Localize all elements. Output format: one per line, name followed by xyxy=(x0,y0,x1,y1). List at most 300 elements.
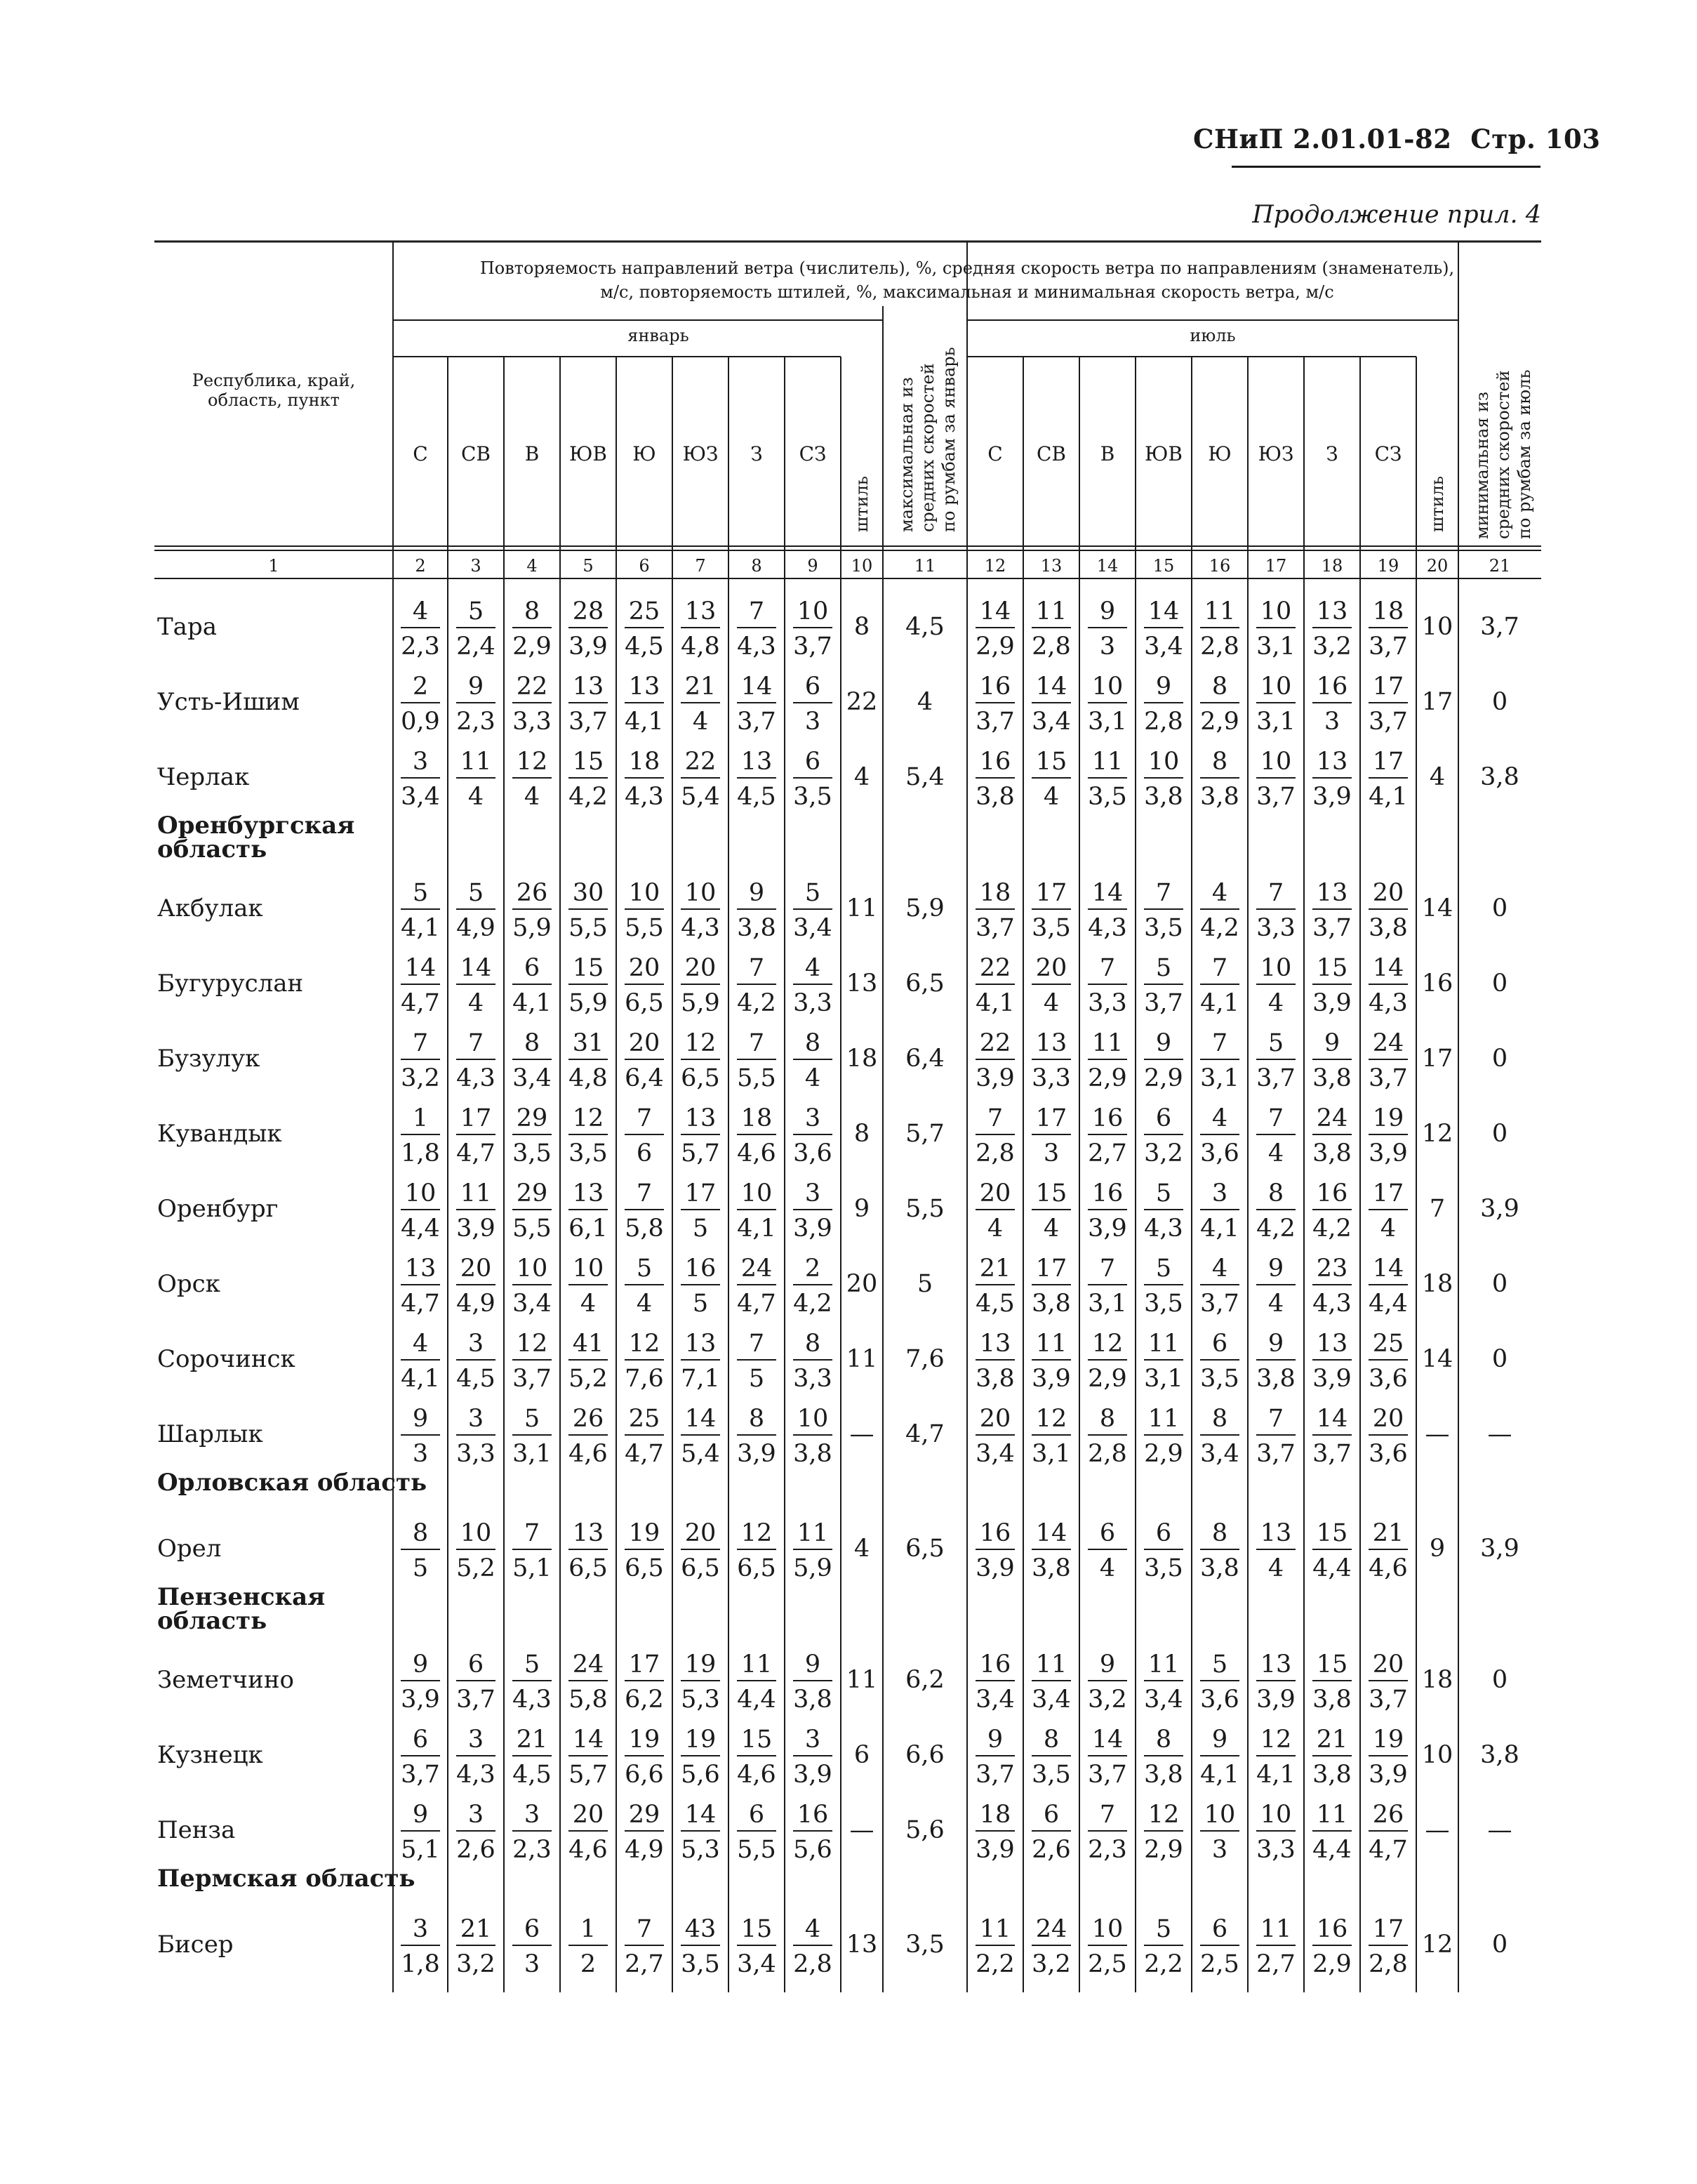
row-15-jul-7-denominator: 3,8 xyxy=(1312,1686,1352,1714)
row-19-jan-7-denominator: 3,4 xyxy=(737,1950,776,1978)
row-15-jan-calm: 11 xyxy=(846,1666,878,1694)
page-number: Стр. 103 xyxy=(1470,124,1601,154)
row-15-jan-7-numerator: 11 xyxy=(740,1650,773,1679)
row-7-jan-6-denominator: 5,7 xyxy=(681,1139,720,1167)
row-15-jan-6-numerator: 19 xyxy=(684,1650,717,1679)
row-7-jan-8-denominator: 3,6 xyxy=(793,1139,832,1167)
jan-max-label-line-1: максимальная из xyxy=(897,377,917,532)
row-11-jul-7-denominator: 3,7 xyxy=(1312,1440,1352,1468)
row-13-jan-7-numerator: 12 xyxy=(740,1519,773,1547)
row-2-jul-7-denominator: 3,9 xyxy=(1312,783,1352,811)
row-13-jan-3-denominator: 5,1 xyxy=(512,1554,552,1582)
doc-code: СНиП 2.01.01-82 xyxy=(1193,124,1452,154)
jan-dir-1: С xyxy=(413,442,428,465)
column-number-5: 5 xyxy=(583,556,594,576)
region-name-12-0: Орловская область xyxy=(157,1469,427,1497)
row-0-jul-5-numerator: 11 xyxy=(1204,597,1236,626)
row-9-jul-8-numerator: 14 xyxy=(1372,1255,1404,1283)
row-11-jul-min: — xyxy=(1487,1420,1512,1448)
row-2-jul-calm: 4 xyxy=(1429,763,1446,791)
row-11-jan-max: 4,7 xyxy=(905,1420,945,1448)
row-19-jan-5-denominator: 2,7 xyxy=(625,1950,664,1978)
row-16-jul-2-numerator: 8 xyxy=(1043,1726,1060,1754)
row-7-jan-2-numerator: 17 xyxy=(460,1104,492,1132)
row-16-jul-calm: 10 xyxy=(1421,1741,1453,1769)
row-0-jul-7-numerator: 13 xyxy=(1316,597,1348,626)
row-8-jul-1-denominator: 4 xyxy=(987,1215,1004,1243)
row-5-jul-1-denominator: 4,1 xyxy=(976,989,1015,1017)
january-label: январь xyxy=(627,326,689,345)
row-7-jan-8-numerator: 3 xyxy=(804,1104,821,1132)
row-13-jul-8-denominator: 4,6 xyxy=(1369,1554,1408,1582)
jan-dir-6: ЮЗ xyxy=(682,442,719,465)
row-1-jul-calm: 17 xyxy=(1421,688,1453,716)
row-2-jan-2-denominator: 4 xyxy=(467,783,484,811)
jul-min-label xyxy=(1472,369,1534,539)
row-7-jan-2-denominator: 4,7 xyxy=(456,1139,495,1167)
row-8-jul-7-numerator: 16 xyxy=(1316,1179,1348,1207)
row-19-jul-6-numerator: 11 xyxy=(1260,1915,1292,1943)
row-15-jul-8-denominator: 3,7 xyxy=(1369,1686,1408,1714)
row-9-jul-3-numerator: 7 xyxy=(1099,1255,1116,1283)
row-16-jan-2-denominator: 4,3 xyxy=(456,1761,495,1789)
row-8-jul-4-numerator: 5 xyxy=(1155,1179,1172,1207)
jul-min-label-line-3: по румбам за июль xyxy=(1515,369,1534,539)
row-17-jan-4-denominator: 4,6 xyxy=(568,1836,608,1864)
row-9-jan-6-numerator: 16 xyxy=(684,1255,717,1283)
row-5-jan-calm: 13 xyxy=(846,969,878,998)
row-4-jul-7-numerator: 13 xyxy=(1316,879,1348,907)
row-1-jul-2-numerator: 14 xyxy=(1035,673,1067,701)
row-2-jan-3-numerator: 12 xyxy=(516,748,548,776)
row-5-jul-6-denominator: 4 xyxy=(1267,989,1284,1017)
row-17-jan-2-numerator: 3 xyxy=(467,1801,484,1829)
row-0-jul-6-numerator: 10 xyxy=(1260,597,1292,626)
row-4-jul-1-numerator: 18 xyxy=(979,879,1011,907)
row-4-jan-7-numerator: 9 xyxy=(748,879,765,907)
row-0-jan-calm: 8 xyxy=(853,613,870,641)
row-13-jul-calm: 9 xyxy=(1429,1535,1446,1563)
row-0-jan-8-denominator: 3,7 xyxy=(793,633,832,661)
row-5-jan-2-denominator: 4 xyxy=(467,989,484,1017)
row-6-jan-5-numerator: 20 xyxy=(628,1029,660,1057)
station-name-7: Кувандык xyxy=(157,1120,282,1148)
row-4-jan-8-numerator: 5 xyxy=(804,879,821,907)
row-2-jan-calm: 4 xyxy=(853,763,870,791)
row-1-jan-6-denominator: 4 xyxy=(692,708,709,736)
row-10-jul-3-denominator: 2,9 xyxy=(1088,1365,1127,1393)
row-0-jan-7-denominator: 4,3 xyxy=(737,633,776,661)
jul-dir-5: Ю xyxy=(1208,442,1232,465)
row-8-jan-3-denominator: 5,5 xyxy=(512,1215,552,1243)
row-5-jan-3-numerator: 6 xyxy=(524,954,540,982)
row-16-jan-max: 6,6 xyxy=(905,1741,945,1769)
row-7-jan-1-denominator: 1,8 xyxy=(401,1139,440,1167)
row-11-jan-3-denominator: 3,1 xyxy=(512,1440,552,1468)
row-8-jul-8-numerator: 17 xyxy=(1372,1179,1404,1207)
row-10-jul-5-denominator: 3,5 xyxy=(1200,1365,1239,1393)
row-5-jan-8-denominator: 3,3 xyxy=(793,989,832,1017)
row-1-jul-min: 0 xyxy=(1491,688,1508,716)
row-1-jan-4-numerator: 13 xyxy=(572,673,604,701)
row-17-jan-7-numerator: 6 xyxy=(748,1801,765,1829)
row-16-jan-8-numerator: 3 xyxy=(804,1726,821,1754)
top-header-line-1: Повторяемость направлений ветра (числитель), %, средняя скорость ветра по направлениям (знаменатель), xyxy=(479,258,1455,278)
column-number-3: 3 xyxy=(470,556,481,576)
row-9-jul-7-denominator: 4,3 xyxy=(1312,1290,1352,1318)
row-4-jan-2-numerator: 5 xyxy=(467,879,484,907)
row-19-jul-7-numerator: 16 xyxy=(1316,1915,1348,1943)
row-2-jan-8-denominator: 3,5 xyxy=(793,783,832,811)
row-19-jul-4-denominator: 2,2 xyxy=(1144,1950,1183,1978)
station-name-9: Орск xyxy=(157,1270,220,1298)
row-15-jan-3-numerator: 5 xyxy=(524,1650,540,1679)
row-17-jan-5-numerator: 29 xyxy=(628,1801,660,1829)
row-19-jul-5-numerator: 6 xyxy=(1211,1915,1228,1943)
row-10-jul-8-denominator: 3,6 xyxy=(1369,1365,1408,1393)
row-1-jan-2-denominator: 2,3 xyxy=(456,708,495,736)
row-7-jul-1-numerator: 7 xyxy=(987,1104,1004,1132)
row-4-jan-4-denominator: 5,5 xyxy=(568,914,608,942)
row-11-jan-5-numerator: 25 xyxy=(628,1405,660,1433)
region-name-14-0: Пензенская xyxy=(157,1583,326,1611)
row-5-jul-8-numerator: 14 xyxy=(1372,954,1404,982)
row-6-jan-1-numerator: 7 xyxy=(412,1029,429,1057)
column-number-12: 12 xyxy=(984,556,1006,576)
row-2-jan-5-denominator: 4,3 xyxy=(625,783,664,811)
row-13-jan-1-numerator: 8 xyxy=(412,1519,429,1547)
row-10-jan-7-numerator: 7 xyxy=(748,1330,765,1358)
row-4-jan-1-numerator: 5 xyxy=(412,879,429,907)
row-13-jan-8-denominator: 5,9 xyxy=(793,1554,832,1582)
row-13-jan-1-denominator: 5 xyxy=(412,1554,429,1582)
row-1-jul-3-denominator: 3,1 xyxy=(1088,708,1127,736)
row-0-jul-8-denominator: 3,7 xyxy=(1369,633,1408,661)
row-2-jan-8-numerator: 6 xyxy=(804,748,821,776)
row-11-jan-6-denominator: 5,4 xyxy=(681,1440,720,1468)
row-9-jan-6-denominator: 5 xyxy=(692,1290,709,1318)
row-11-jul-2-denominator: 3,1 xyxy=(1032,1440,1071,1468)
row-0-jul-4-denominator: 3,4 xyxy=(1144,633,1183,661)
row-7-jul-4-denominator: 3,2 xyxy=(1144,1139,1183,1167)
row-17-jan-max: 5,6 xyxy=(905,1816,945,1844)
row-11-jul-2-numerator: 12 xyxy=(1035,1405,1067,1433)
row-9-jul-2-denominator: 3,8 xyxy=(1032,1290,1071,1318)
row-5-jan-5-denominator: 6,5 xyxy=(625,989,664,1017)
row-19-jul-calm: 12 xyxy=(1421,1931,1453,1959)
row-10-jul-4-denominator: 3,1 xyxy=(1144,1365,1183,1393)
row-11-jan-4-numerator: 26 xyxy=(572,1405,604,1433)
row-9-jan-4-denominator: 4 xyxy=(580,1290,597,1318)
row-10-jul-3-numerator: 12 xyxy=(1091,1330,1124,1358)
jan-max-label xyxy=(897,347,959,532)
row-6-jan-3-numerator: 8 xyxy=(524,1029,540,1057)
row-2-jul-6-denominator: 3,7 xyxy=(1256,783,1296,811)
row-4-jan-6-denominator: 4,3 xyxy=(681,914,720,942)
station-name-17: Пенза xyxy=(157,1816,236,1844)
station-name-10: Сорочинск xyxy=(157,1345,295,1373)
row-13-jul-5-numerator: 8 xyxy=(1211,1519,1228,1547)
row-4-jan-2-denominator: 4,9 xyxy=(456,914,495,942)
row-4-jul-5-numerator: 4 xyxy=(1211,879,1228,907)
row-5-jan-4-denominator: 5,9 xyxy=(568,989,608,1017)
row-1-jan-2-numerator: 9 xyxy=(467,673,484,701)
station-name-6: Бузулук xyxy=(157,1045,260,1073)
row-0-jan-4-denominator: 3,9 xyxy=(568,633,608,661)
row-11-jul-1-numerator: 20 xyxy=(979,1405,1011,1433)
row-9-jan-max: 5 xyxy=(917,1270,933,1298)
row-8-jan-5-denominator: 5,8 xyxy=(625,1215,664,1243)
row-10-jul-1-denominator: 3,8 xyxy=(976,1365,1015,1393)
row-15-jan-4-numerator: 24 xyxy=(572,1650,604,1679)
row-17-jul-8-numerator: 26 xyxy=(1372,1801,1404,1829)
row-6-jul-1-denominator: 3,9 xyxy=(976,1064,1015,1092)
row-2-jan-1-numerator: 3 xyxy=(412,748,429,776)
row-7-jan-max: 5,7 xyxy=(905,1120,945,1148)
row-7-jul-7-denominator: 3,8 xyxy=(1312,1139,1352,1167)
row-1-jan-5-denominator: 4,1 xyxy=(625,708,664,736)
row-2-jan-2-numerator: 11 xyxy=(460,748,492,776)
row-17-jan-3-denominator: 2,3 xyxy=(512,1836,552,1864)
row-17-jul-4-numerator: 12 xyxy=(1147,1801,1180,1829)
row-13-jul-2-denominator: 3,8 xyxy=(1032,1554,1071,1582)
continuation-label: Продолжение прил. 4 xyxy=(1252,201,1541,229)
row-15-jan-4-denominator: 5,8 xyxy=(568,1686,608,1714)
row-0-jul-min: 3,7 xyxy=(1480,613,1519,641)
row-19-jul-min: 0 xyxy=(1491,1931,1508,1959)
row-8-jul-3-denominator: 3,9 xyxy=(1088,1215,1127,1243)
row-19-jan-1-denominator: 1,8 xyxy=(401,1950,440,1978)
row-4-jul-4-numerator: 7 xyxy=(1155,879,1172,907)
column-number-2: 2 xyxy=(415,556,426,576)
row-9-jul-1-denominator: 4,5 xyxy=(976,1290,1015,1318)
row-7-jan-6-numerator: 13 xyxy=(684,1104,717,1132)
row-9-jul-8-denominator: 4,4 xyxy=(1369,1290,1408,1318)
row-19-jul-1-numerator: 11 xyxy=(979,1915,1011,1943)
row-1-jul-2-denominator: 3,4 xyxy=(1032,708,1071,736)
row-5-jul-3-numerator: 7 xyxy=(1099,954,1116,982)
row-4-jan-4-numerator: 30 xyxy=(572,879,604,907)
row-6-jan-6-denominator: 6,5 xyxy=(681,1064,720,1092)
row-19-jan-6-denominator: 3,5 xyxy=(681,1950,720,1978)
row-15-jul-4-denominator: 3,4 xyxy=(1144,1686,1183,1714)
row-10-jan-4-denominator: 5,2 xyxy=(568,1365,608,1393)
row-17-jul-5-denominator: 3 xyxy=(1211,1836,1228,1864)
row-9-jul-6-numerator: 9 xyxy=(1267,1255,1284,1283)
row-8-jul-3-numerator: 16 xyxy=(1091,1179,1124,1207)
row-0-jan-1-numerator: 4 xyxy=(412,597,429,626)
row-11-jul-calm: — xyxy=(1425,1420,1450,1448)
row-2-jan-5-numerator: 18 xyxy=(628,748,660,776)
row-10-jan-6-numerator: 13 xyxy=(684,1330,717,1358)
row-0-jan-5-denominator: 4,5 xyxy=(625,633,664,661)
row-11-jan-8-numerator: 10 xyxy=(797,1405,829,1433)
row-5-jan-max: 6,5 xyxy=(905,969,945,998)
row-10-jan-2-denominator: 4,5 xyxy=(456,1365,495,1393)
row-5-jan-3-denominator: 4,1 xyxy=(512,989,552,1017)
row-0-jan-3-denominator: 2,9 xyxy=(512,633,552,661)
row-10-jan-3-numerator: 12 xyxy=(516,1330,548,1358)
column-number-17: 17 xyxy=(1265,556,1287,576)
row-4-jan-1-denominator: 4,1 xyxy=(401,914,440,942)
row-1-jan-3-numerator: 22 xyxy=(516,673,548,701)
row-15-jul-1-denominator: 3,4 xyxy=(976,1686,1015,1714)
row-9-jan-2-numerator: 20 xyxy=(460,1255,492,1283)
row-15-jul-2-numerator: 11 xyxy=(1035,1650,1067,1679)
row-9-jul-3-denominator: 3,1 xyxy=(1088,1290,1127,1318)
row-8-jul-6-denominator: 4,2 xyxy=(1256,1215,1296,1243)
row-10-jul-1-numerator: 13 xyxy=(979,1330,1011,1358)
row-6-jul-8-denominator: 3,7 xyxy=(1369,1064,1408,1092)
jul-dir-2: СВ xyxy=(1037,442,1066,465)
row-9-jul-min: 0 xyxy=(1491,1270,1508,1298)
row-19-jul-4-numerator: 5 xyxy=(1155,1915,1172,1943)
row-15-jul-3-denominator: 3,2 xyxy=(1088,1686,1127,1714)
row-4-jul-3-numerator: 14 xyxy=(1091,879,1124,907)
row-15-jul-calm: 18 xyxy=(1421,1666,1453,1694)
wind-table-svg xyxy=(154,237,1541,1992)
row-5-jan-8-numerator: 4 xyxy=(804,954,821,982)
station-name-1: Усть-Ишим xyxy=(157,688,300,716)
row-17-jul-1-numerator: 18 xyxy=(979,1801,1011,1829)
row-10-jul-2-numerator: 11 xyxy=(1035,1330,1067,1358)
row-1-jan-7-numerator: 14 xyxy=(740,673,773,701)
station-name-15: Земетчино xyxy=(157,1666,294,1694)
column-number-1: 1 xyxy=(268,556,279,576)
row-4-jul-2-numerator: 17 xyxy=(1035,879,1067,907)
row-17-jan-5-denominator: 4,9 xyxy=(625,1836,664,1864)
row-9-jan-5-numerator: 5 xyxy=(636,1255,653,1283)
row-4-jan-7-denominator: 3,8 xyxy=(737,914,776,942)
row-0-jul-8-numerator: 18 xyxy=(1372,597,1404,626)
region-name-18-0: Пермская область xyxy=(157,1865,415,1893)
row-4-jul-5-denominator: 4,2 xyxy=(1200,914,1239,942)
row-9-jul-calm: 18 xyxy=(1421,1270,1453,1298)
row-16-jan-4-numerator: 14 xyxy=(572,1726,604,1754)
row-19-jan-2-numerator: 21 xyxy=(460,1915,492,1943)
row-4-jan-8-denominator: 3,4 xyxy=(793,914,832,942)
row-19-jul-7-denominator: 2,9 xyxy=(1312,1950,1352,1978)
row-19-jan-3-denominator: 3 xyxy=(524,1950,540,1978)
row-17-jan-8-denominator: 5,6 xyxy=(793,1836,832,1864)
column-number-18: 18 xyxy=(1321,556,1343,576)
row-7-jul-4-numerator: 6 xyxy=(1155,1104,1172,1132)
row-0-jul-2-denominator: 2,8 xyxy=(1032,633,1071,661)
row-10-jul-8-numerator: 25 xyxy=(1372,1330,1404,1358)
row-6-jan-8-denominator: 4 xyxy=(804,1064,821,1092)
row-16-jul-7-denominator: 3,8 xyxy=(1312,1761,1352,1789)
row-11-jul-8-denominator: 3,6 xyxy=(1369,1440,1408,1468)
row-13-jan-6-denominator: 6,5 xyxy=(681,1554,720,1582)
row-1-jul-4-numerator: 9 xyxy=(1155,673,1172,701)
jul-dir-7: З xyxy=(1326,442,1338,465)
row-5-jan-6-denominator: 5,9 xyxy=(681,989,720,1017)
row-10-jan-3-denominator: 3,7 xyxy=(512,1365,552,1393)
row-4-jul-8-numerator: 20 xyxy=(1372,879,1404,907)
row-13-jul-1-denominator: 3,9 xyxy=(976,1554,1015,1582)
row-17-jul-4-denominator: 2,9 xyxy=(1144,1836,1183,1864)
row-6-jul-5-denominator: 3,1 xyxy=(1200,1064,1239,1092)
station-name-8: Оренбург xyxy=(157,1195,279,1223)
row-13-jan-7-denominator: 6,5 xyxy=(737,1554,776,1582)
row-9-jul-5-numerator: 4 xyxy=(1211,1255,1228,1283)
row-11-jan-7-numerator: 8 xyxy=(748,1405,765,1433)
row-7-jul-6-numerator: 7 xyxy=(1267,1104,1284,1132)
row-5-jan-1-numerator: 14 xyxy=(404,954,437,982)
row-5-jul-2-denominator: 4 xyxy=(1043,989,1060,1017)
row-17-jul-min: — xyxy=(1487,1816,1512,1844)
row-11-jan-2-denominator: 3,3 xyxy=(456,1440,495,1468)
wind-table xyxy=(154,237,1541,1992)
row-4-jan-5-numerator: 10 xyxy=(628,879,660,907)
row-11-jul-7-numerator: 14 xyxy=(1316,1405,1348,1433)
row-8-jan-7-denominator: 4,1 xyxy=(737,1215,776,1243)
row-2-jul-5-numerator: 8 xyxy=(1211,748,1228,776)
row-15-jan-2-numerator: 6 xyxy=(467,1650,484,1679)
row-7-jan-3-denominator: 3,5 xyxy=(512,1139,552,1167)
row-6-jul-4-denominator: 2,9 xyxy=(1144,1064,1183,1092)
row-13-jul-min: 3,9 xyxy=(1480,1535,1519,1563)
row-0-jul-3-denominator: 3 xyxy=(1099,633,1116,661)
row-9-jan-5-denominator: 4 xyxy=(636,1290,653,1318)
row-7-jan-5-numerator: 7 xyxy=(636,1104,653,1132)
row-6-jul-min: 0 xyxy=(1491,1045,1508,1073)
row-0-jan-7-numerator: 7 xyxy=(748,597,765,626)
row-19-jan-1-numerator: 3 xyxy=(412,1915,429,1943)
row-11-jan-5-denominator: 4,7 xyxy=(625,1440,664,1468)
row-10-jan-5-numerator: 12 xyxy=(628,1330,660,1358)
row-13-jan-max: 6,5 xyxy=(905,1535,945,1563)
row-15-jan-1-denominator: 3,9 xyxy=(401,1686,440,1714)
row-17-jan-6-denominator: 5,3 xyxy=(681,1836,720,1864)
row-1-jul-6-denominator: 3,1 xyxy=(1256,708,1296,736)
row-8-jan-7-numerator: 10 xyxy=(740,1179,773,1207)
row-0-jan-1-denominator: 2,3 xyxy=(401,633,440,661)
row-19-jan-7-numerator: 15 xyxy=(740,1915,773,1943)
row-19-jul-8-numerator: 17 xyxy=(1372,1915,1404,1943)
row-5-jul-2-numerator: 20 xyxy=(1035,954,1067,982)
row-5-jul-6-numerator: 10 xyxy=(1260,954,1292,982)
row-10-jul-5-numerator: 6 xyxy=(1211,1330,1228,1358)
jan-max-label-line-2: средних скоростей xyxy=(918,363,938,532)
row-0-jul-7-denominator: 3,2 xyxy=(1312,633,1352,661)
row-7-jul-5-denominator: 3,6 xyxy=(1200,1139,1239,1167)
row-8-jul-min: 3,9 xyxy=(1480,1195,1519,1223)
row-17-jul-1-denominator: 3,9 xyxy=(976,1836,1015,1864)
row-8-jan-4-numerator: 13 xyxy=(572,1179,604,1207)
row-1-jan-3-denominator: 3,3 xyxy=(512,708,552,736)
row-15-jan-3-denominator: 4,3 xyxy=(512,1686,552,1714)
row-4-jul-8-denominator: 3,8 xyxy=(1369,914,1408,942)
row-0-jul-calm: 10 xyxy=(1421,613,1453,641)
row-11-jan-8-denominator: 3,8 xyxy=(793,1440,832,1468)
row-5-jan-4-numerator: 15 xyxy=(572,954,604,982)
row-10-jan-1-numerator: 4 xyxy=(412,1330,429,1358)
row-9-jul-6-denominator: 4 xyxy=(1267,1290,1284,1318)
row-1-jan-1-denominator: 0,9 xyxy=(401,708,440,736)
row-16-jul-2-denominator: 3,5 xyxy=(1032,1761,1071,1789)
row-1-jul-6-numerator: 10 xyxy=(1260,673,1292,701)
row-19-jan-max: 3,5 xyxy=(905,1931,945,1959)
row-13-jan-5-denominator: 6,5 xyxy=(625,1554,664,1582)
column-number-4: 4 xyxy=(526,556,538,576)
row-9-jan-7-numerator: 24 xyxy=(740,1255,773,1283)
row-11-jul-8-numerator: 20 xyxy=(1372,1405,1404,1433)
row-8-jan-2-numerator: 11 xyxy=(460,1179,492,1207)
row-4-jan-5-denominator: 5,5 xyxy=(625,914,664,942)
row-2-jul-8-numerator: 17 xyxy=(1372,748,1404,776)
row-7-jan-3-numerator: 29 xyxy=(516,1104,548,1132)
